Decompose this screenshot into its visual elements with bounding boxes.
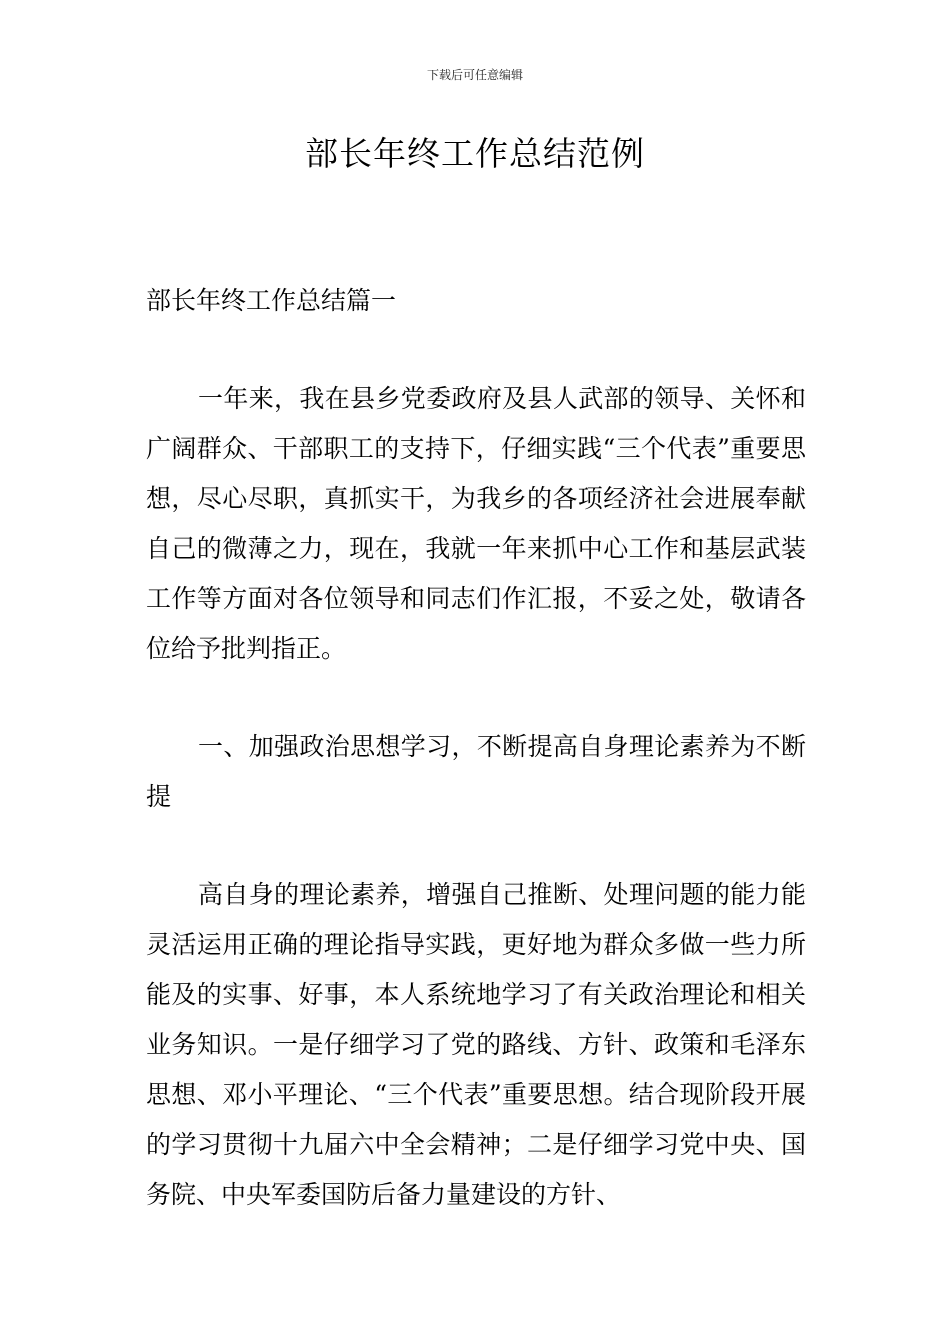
paragraph-intro: 一年来，我在县乡党委政府及县人武部的领导、关怀和广阔群众、干部职工的支持下，仔细实践“三个代表”重要思想，尽心尽职，真抓实干，为我乡的各项经济社会进展奉献自己的微薄之力，现在，我就一年来抓中心工作和基层武装工作等方面对各位领导和同志们作汇报，不妥之处，敬请各位给予批判指正。 [146, 384, 806, 663]
section-heading: 部长年终工作总结篇一 [146, 286, 397, 315]
document-title: 部长年终工作总结范例 [305, 134, 645, 173]
paragraph-point-one-body: 高自身的理论素养，增强自己推断、处理问题的能力能灵活运用正确的理论指导实践，更好地为群众多做一些力所能及的实事、好事，本人系统地学习了有关政治理论和相关业务知识。一是仔细学习了党的路线、方针、政策和毛泽东思想、邓小平理论、“三个代表”重要思想。结合现阶段开展的学习贯彻十九届六中全会精神；二是仔细学习党中央、国务院、中央军委国防后备力量建设的方针、 [146, 880, 806, 1209]
header-note: 下载后可任意编辑 [426, 68, 523, 82]
paragraph-point-one-heading: 一、加强政治思想学习，不断提高自身理论素养为不断提 [146, 732, 806, 811]
